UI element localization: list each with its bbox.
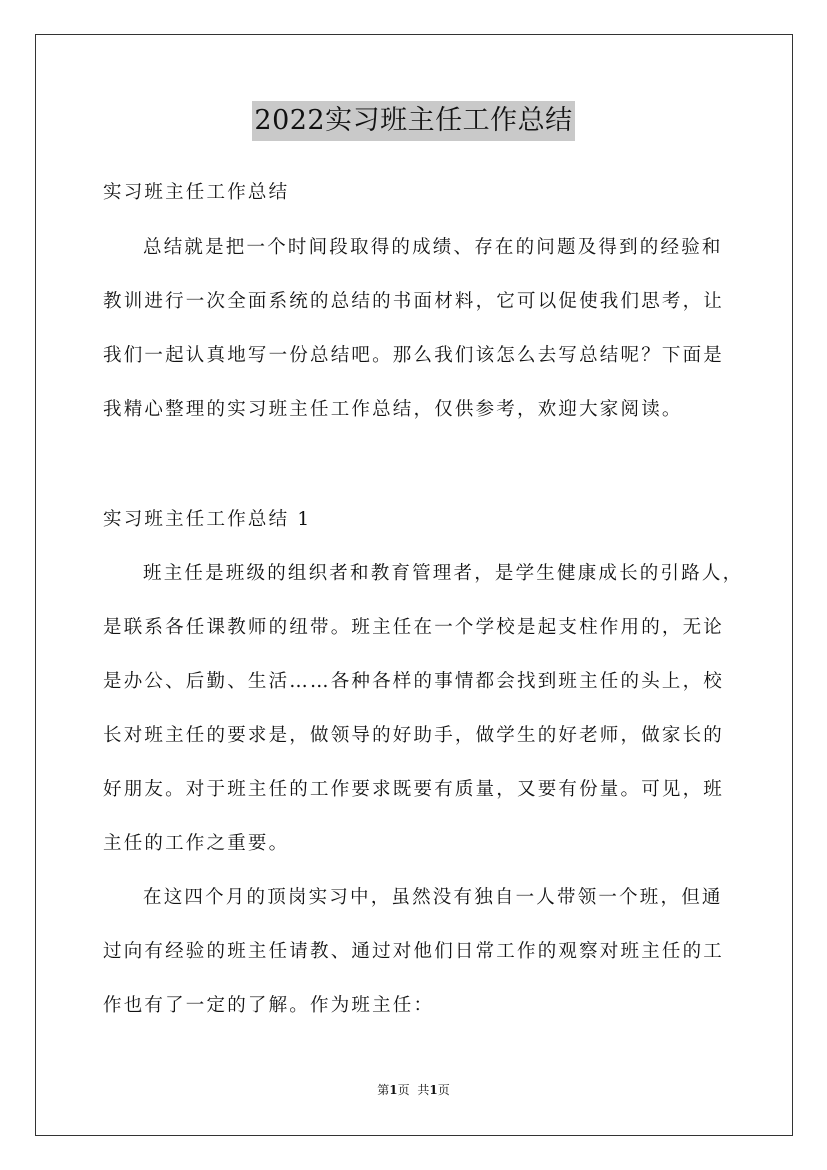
- footer-total-prefix: 共: [417, 1083, 430, 1097]
- section-heading: 实习班主任工作总结: [103, 182, 290, 203]
- title-block: [0, 101, 827, 141]
- paragraph-line: 我们一起认真地写一份总结吧。那么我们该怎么去写总结呢？下面是: [103, 345, 725, 366]
- footer-page-suffix: 页: [397, 1083, 410, 1097]
- footer-page-number: 1: [389, 1083, 398, 1097]
- page-footer: [0, 1081, 827, 1098]
- paragraph-line: 好朋友。对于班主任的工作要求既要有质量，又要有份量。可见，班: [103, 779, 725, 800]
- paragraph-line: 是联系各任课教师的纽带。班主任在一个学校是起支柱作用的，无论: [103, 617, 725, 638]
- paragraph-line: 过向有经验的班主任请教、通过对他们日常工作的观察对班主任的工: [103, 941, 725, 962]
- document-title: 2022实习班主任工作总结: [252, 101, 574, 141]
- paragraph-line: 教训进行一次全面系统的总结的书面材料，它可以促使我们思考，让: [103, 291, 725, 312]
- paragraph-line: 班主任是班级的组织者和教育管理者，是学生健康成长的引路人，: [143, 563, 744, 584]
- paragraph-line: 总结就是把一个时间段取得的成绩、存在的问题及得到的经验和: [143, 237, 723, 258]
- paragraph-line: 长对班主任的要求是，做领导的好助手，做学生的好老师，做家长的: [103, 725, 725, 746]
- paragraph-line: 作也有了一定的了解。作为班主任：: [103, 995, 435, 1016]
- paragraph-line: 我精心整理的实习班主任工作总结，仅供参考，欢迎大家阅读。: [103, 399, 683, 420]
- paragraph-line: 主任的工作之重要。: [103, 833, 290, 854]
- paragraph-line: 在这四个月的顶岗实习中，虽然没有独自一人带领一个班，但通: [143, 887, 723, 908]
- footer-page-prefix: 第: [377, 1083, 390, 1097]
- paragraph-line: 是办公、后勤、生活……各种各样的事情都会找到班主任的头上，校: [103, 671, 725, 692]
- section-heading: 实习班主任工作总结 1: [103, 509, 312, 530]
- footer-total-number: 1: [429, 1083, 438, 1097]
- footer-total-suffix: 页: [437, 1083, 450, 1097]
